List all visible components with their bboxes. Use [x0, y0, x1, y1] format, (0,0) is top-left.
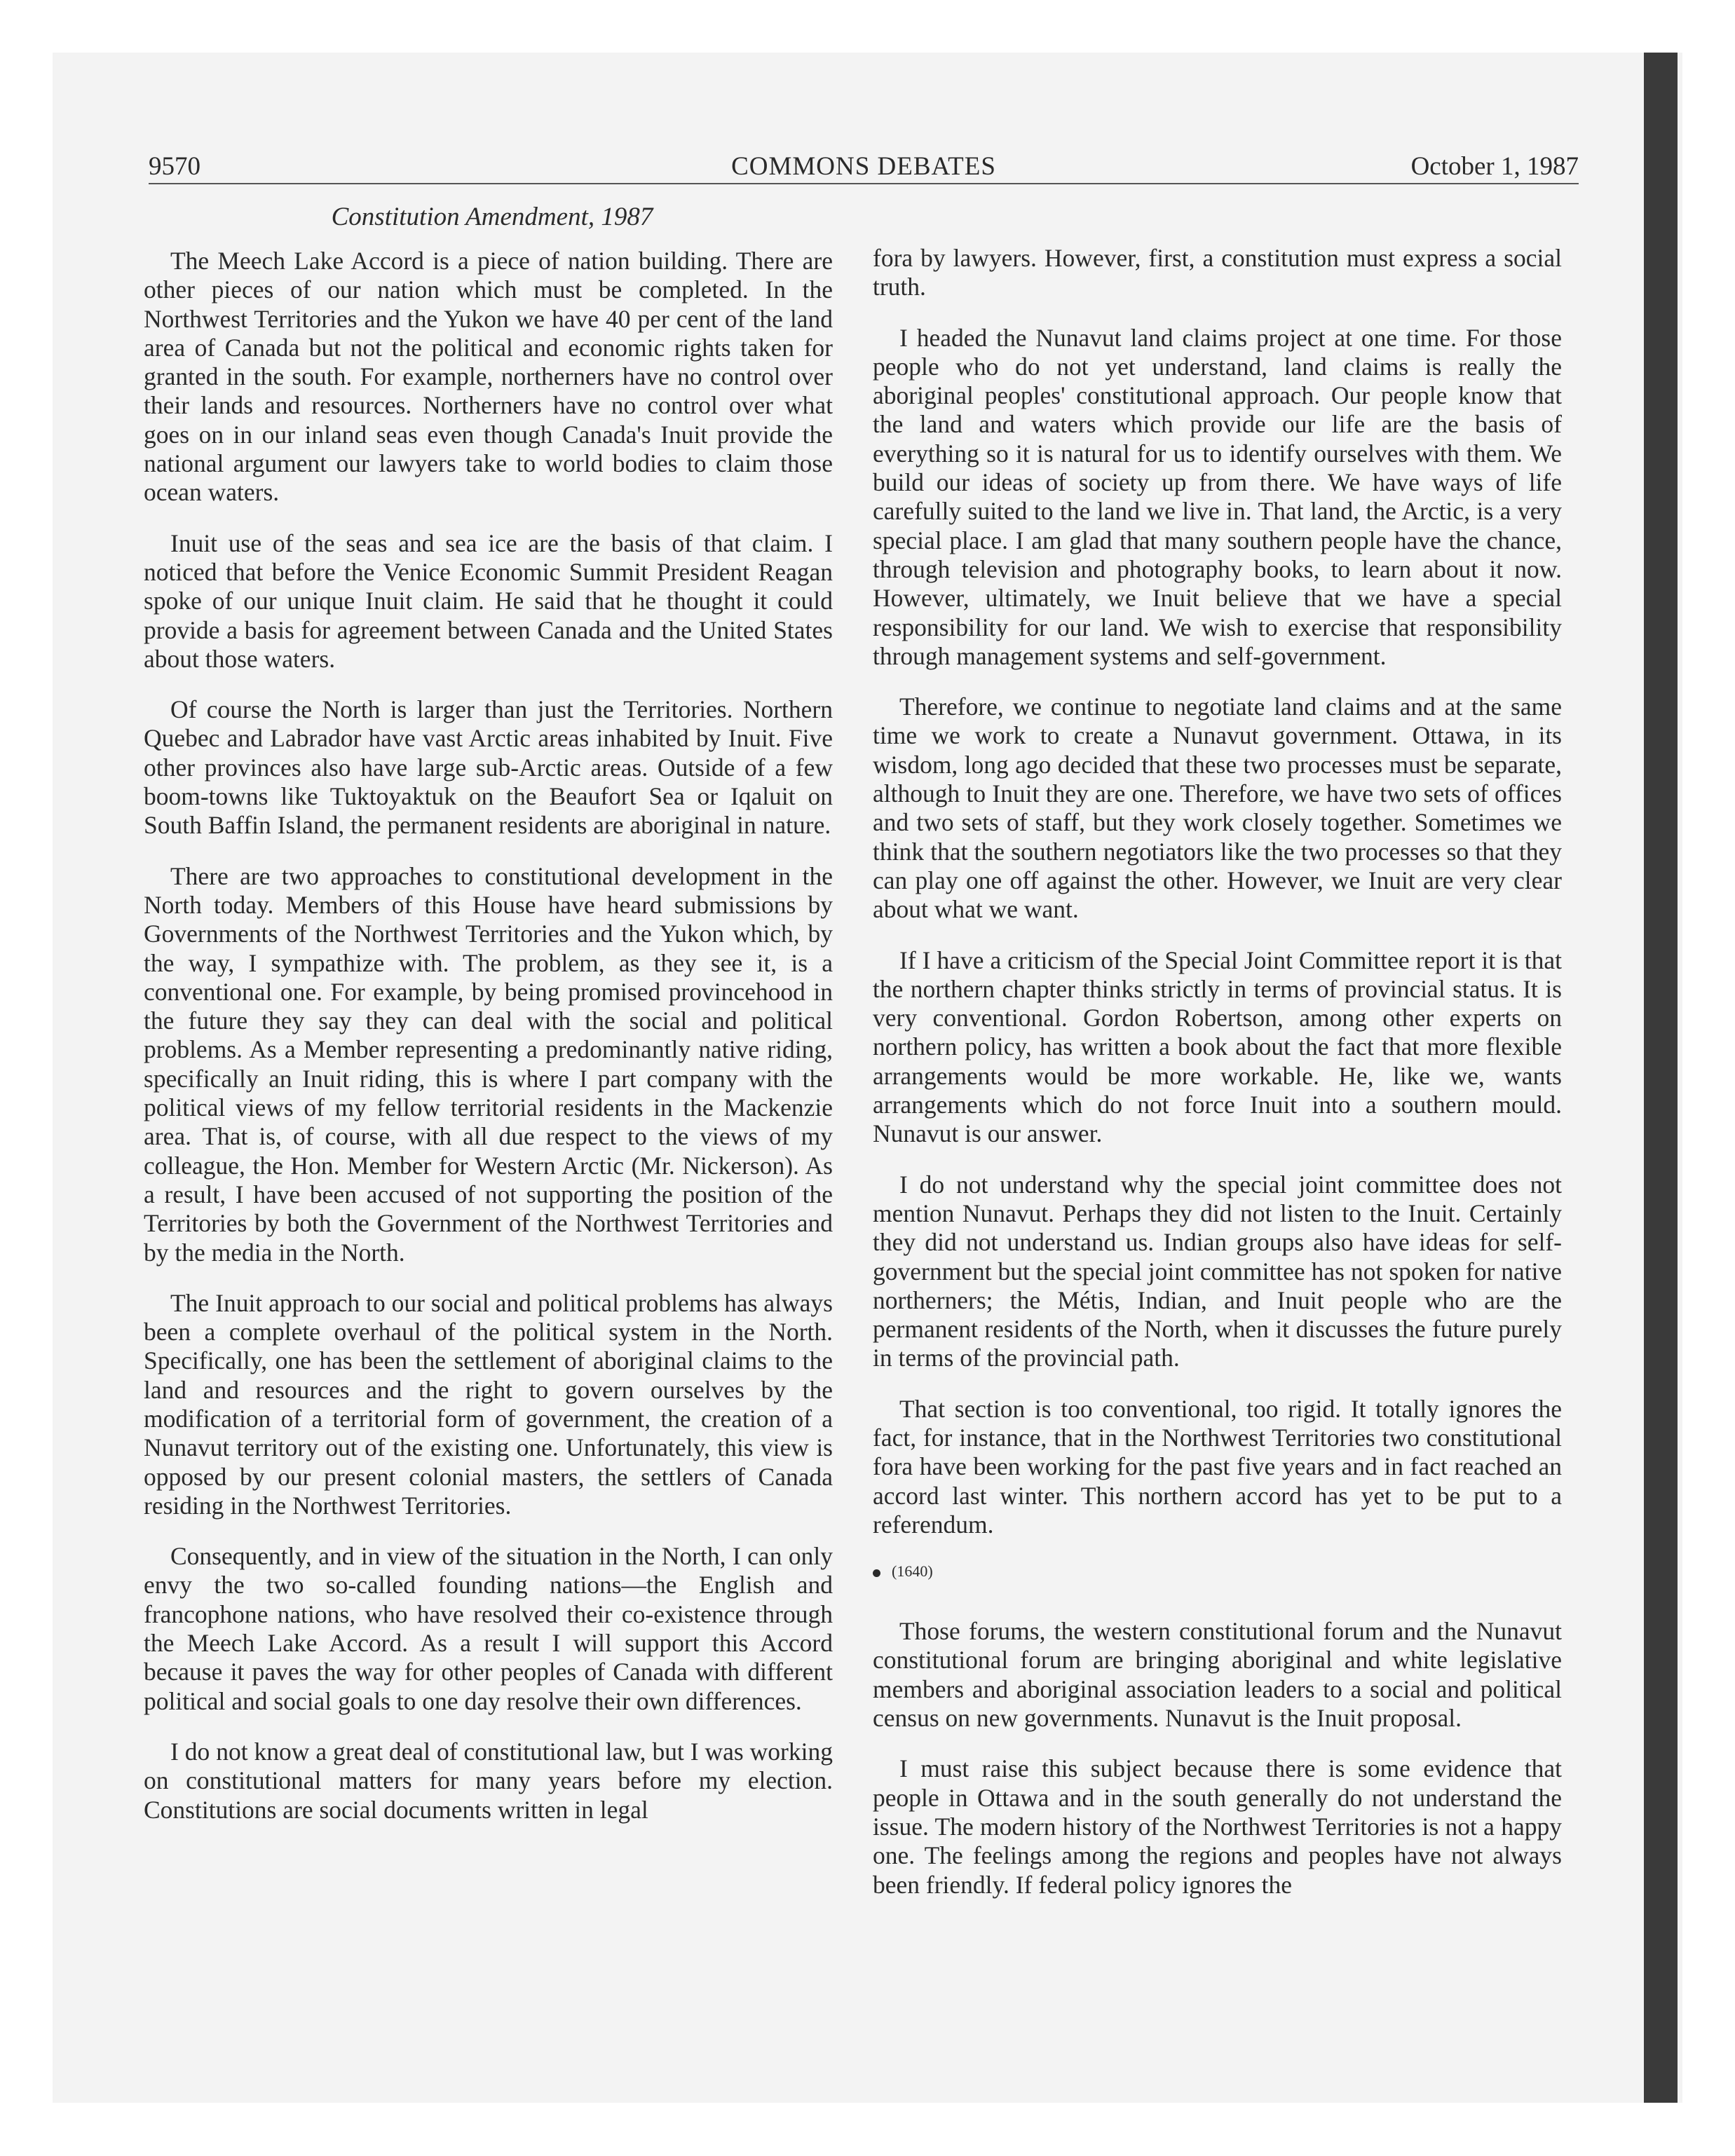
paragraph: Therefore, we continue to negotiate land claims and at the same time we work to create a Nunavut government. Ottawa, in its wisdom, long ago decided that these two processes must be separate, although to Inuit they are one. Therefore, we have two sets of offices and two sets of staff, but they work closely together. Sometimes we think that the southern negotiators like the two processes so that they can play one off against the other. However, we Inuit are very clear about what we want.	[873, 692, 1562, 924]
page-number: 9570	[149, 152, 200, 181]
page-header	[149, 151, 1579, 184]
right-column	[873, 244, 1562, 1921]
paragraph: Of course the North is larger than just the Territories. Northern Quebec and Labrador have vast Arctic areas inhabited by Inuit. Five other provinces also have large sub-Arctic areas. Outside of a few boom-towns like Tuktoyaktuk on the Beaufort Sea or Iqaluit on South Baffin Island, the permanent residents are aboriginal in nature.	[144, 695, 833, 840]
paragraph: If I have a criticism of the Special Joint Committee report it is that the northern chapter thinks strictly in terms of provincial status. It is very conventional. Gordon Robertson, among other experts on northern policy, has written a book about the fact that more flexible arrangements would be more workable. He, like we, wants arrangements which do not force Inuit into a southern mould. Nunavut is our answer.	[873, 946, 1562, 1148]
paragraph: I must raise this subject because there is some evidence that people in Ottawa and in the south generally do not understand the issue. The modern history of the Northwest Territories is not a happy one. The feelings among the regions and peoples have not always been friendly. If federal policy ignores the	[873, 1754, 1562, 1899]
scan-edge	[1644, 53, 1678, 2103]
paragraph: I headed the Nunavut land claims project at one time. For those people who do not yet understand, land claims is really the aboriginal peoples' constitutional approach. Our people know that the land and waters which provide our life are the basis of everything so it is natural for us to identify ourselves with them. We build our ideas of society up from there. We have ways of life carefully suited to the land we live in. That land, the Arctic, is a very special place. I am glad that many southern people have the chance, through television and photography books, to learn about it now. However, ultimately, we Inuit believe that we have a special responsibility for our land. We wish to exercise that responsibility through management systems and self-government.	[873, 323, 1562, 670]
bullet-icon	[873, 1569, 880, 1577]
paragraph: I do not know a great deal of constitutional law, but I was working on constitutional matters for many years before my election. Constitutions are social documents written in legal	[144, 1737, 833, 1824]
paragraph: That section is too conventional, too rigid. It totally ignores the fact, for instance, that in the Northwest Territories two constitutional fora have been working for the past five years and in fact reached an accord last winter. This northern accord has yet to be put to a referendum.	[873, 1394, 1562, 1538]
time-marker	[873, 1561, 1562, 1582]
paragraph-continuation: fora by lawyers. However, first, a constitution must express a social truth.	[873, 244, 1562, 301]
paragraph: I do not understand why the special joint committee does not mention Nunavut. Perhaps they did not listen to the Inuit. Certainly they did not understand us. Indian groups also have ideas for self-government but the special joint committee has not spoken for native northerners; the Métis, Indian, and Inuit people who are the permanent residents of the North, when it discusses the future purely in terms of the provincial path.	[873, 1170, 1562, 1372]
paragraph: Those forums, the western constitutional forum and the Nunavut constitutional forum are bringing aboriginal and white legislative members and aboriginal association leaders to a social and political census on new governments. Nunavut is the Inuit proposal.	[873, 1617, 1562, 1733]
paragraph: There are two approaches to constitutional development in the North today. Members of this House have heard submissions by Governments of the Northwest Territories and the Yukon which, by the way, I sympathize with. The problem, as they see it, is a conventional one. For example, by being promised provincehood in the future they say they can deal with the social and political problems. As a Member representing a predominantly native riding, specifically an Inuit riding, this is where I part company with the political views of my fellow territorial residents in the Mackenzie area. That is, of course, with all due respect to the views of my colleague, the Hon. Member for Western Arctic (Mr. Nickerson). As a result, I have been accused of not supporting the position of the Territories by both the Government of the Northwest Territories and by the media in the North.	[144, 861, 833, 1267]
paragraph: The Meech Lake Accord is a piece of nation building. There are other pieces of our nation which must be completed. In the Northwest Territories and the Yukon we have 40 per cent of the land area of Canada but not the political and economic rights taken for granted in the south. For example, northerners have no control over their lands and resources. Northerners have no control over what goes on in our inland seas even though Canada's Inuit provide the national argument our lawyers take to world bodies to claim those ocean waters.	[144, 247, 833, 507]
time-marker-label: (1640)	[892, 1562, 933, 1581]
publication-date: October 1, 1987	[1410, 152, 1579, 181]
left-column	[144, 247, 833, 1846]
publication-title: COMMONS DEBATES	[731, 152, 996, 181]
paragraph: Inuit use of the seas and sea ice are the basis of that claim. I noticed that before the Venice Economic Summit President Reagan spoke of our unique Inuit claim. He said that he thought it could provide a basis for agreement between Canada and the United States about those waters.	[144, 528, 833, 673]
paragraph: The Inuit approach to our social and political problems has always been a complete overhaul of the political system in the North. Specifically, one has been the settlement of aboriginal claims to the land and resources and the right to govern ourselves by the modification of a territorial form of government, the creation of a Nunavut territory out of the existing one. Unfortunately, this view is opposed by our present colonial masters, the settlers of Canada residing in the Northwest Territories.	[144, 1288, 833, 1520]
paragraph: Consequently, and in view of the situation in the North, I can only envy the two so-called founding nations—the English and francophone nations, who have resolved their co-existence through the Meech Lake Accord. As a result I will support this Accord because it paves the way for other peoples of Canada with different political and social goals to one day resolve their own differences.	[144, 1542, 833, 1715]
section-title: Constitution Amendment, 1987	[331, 203, 653, 231]
